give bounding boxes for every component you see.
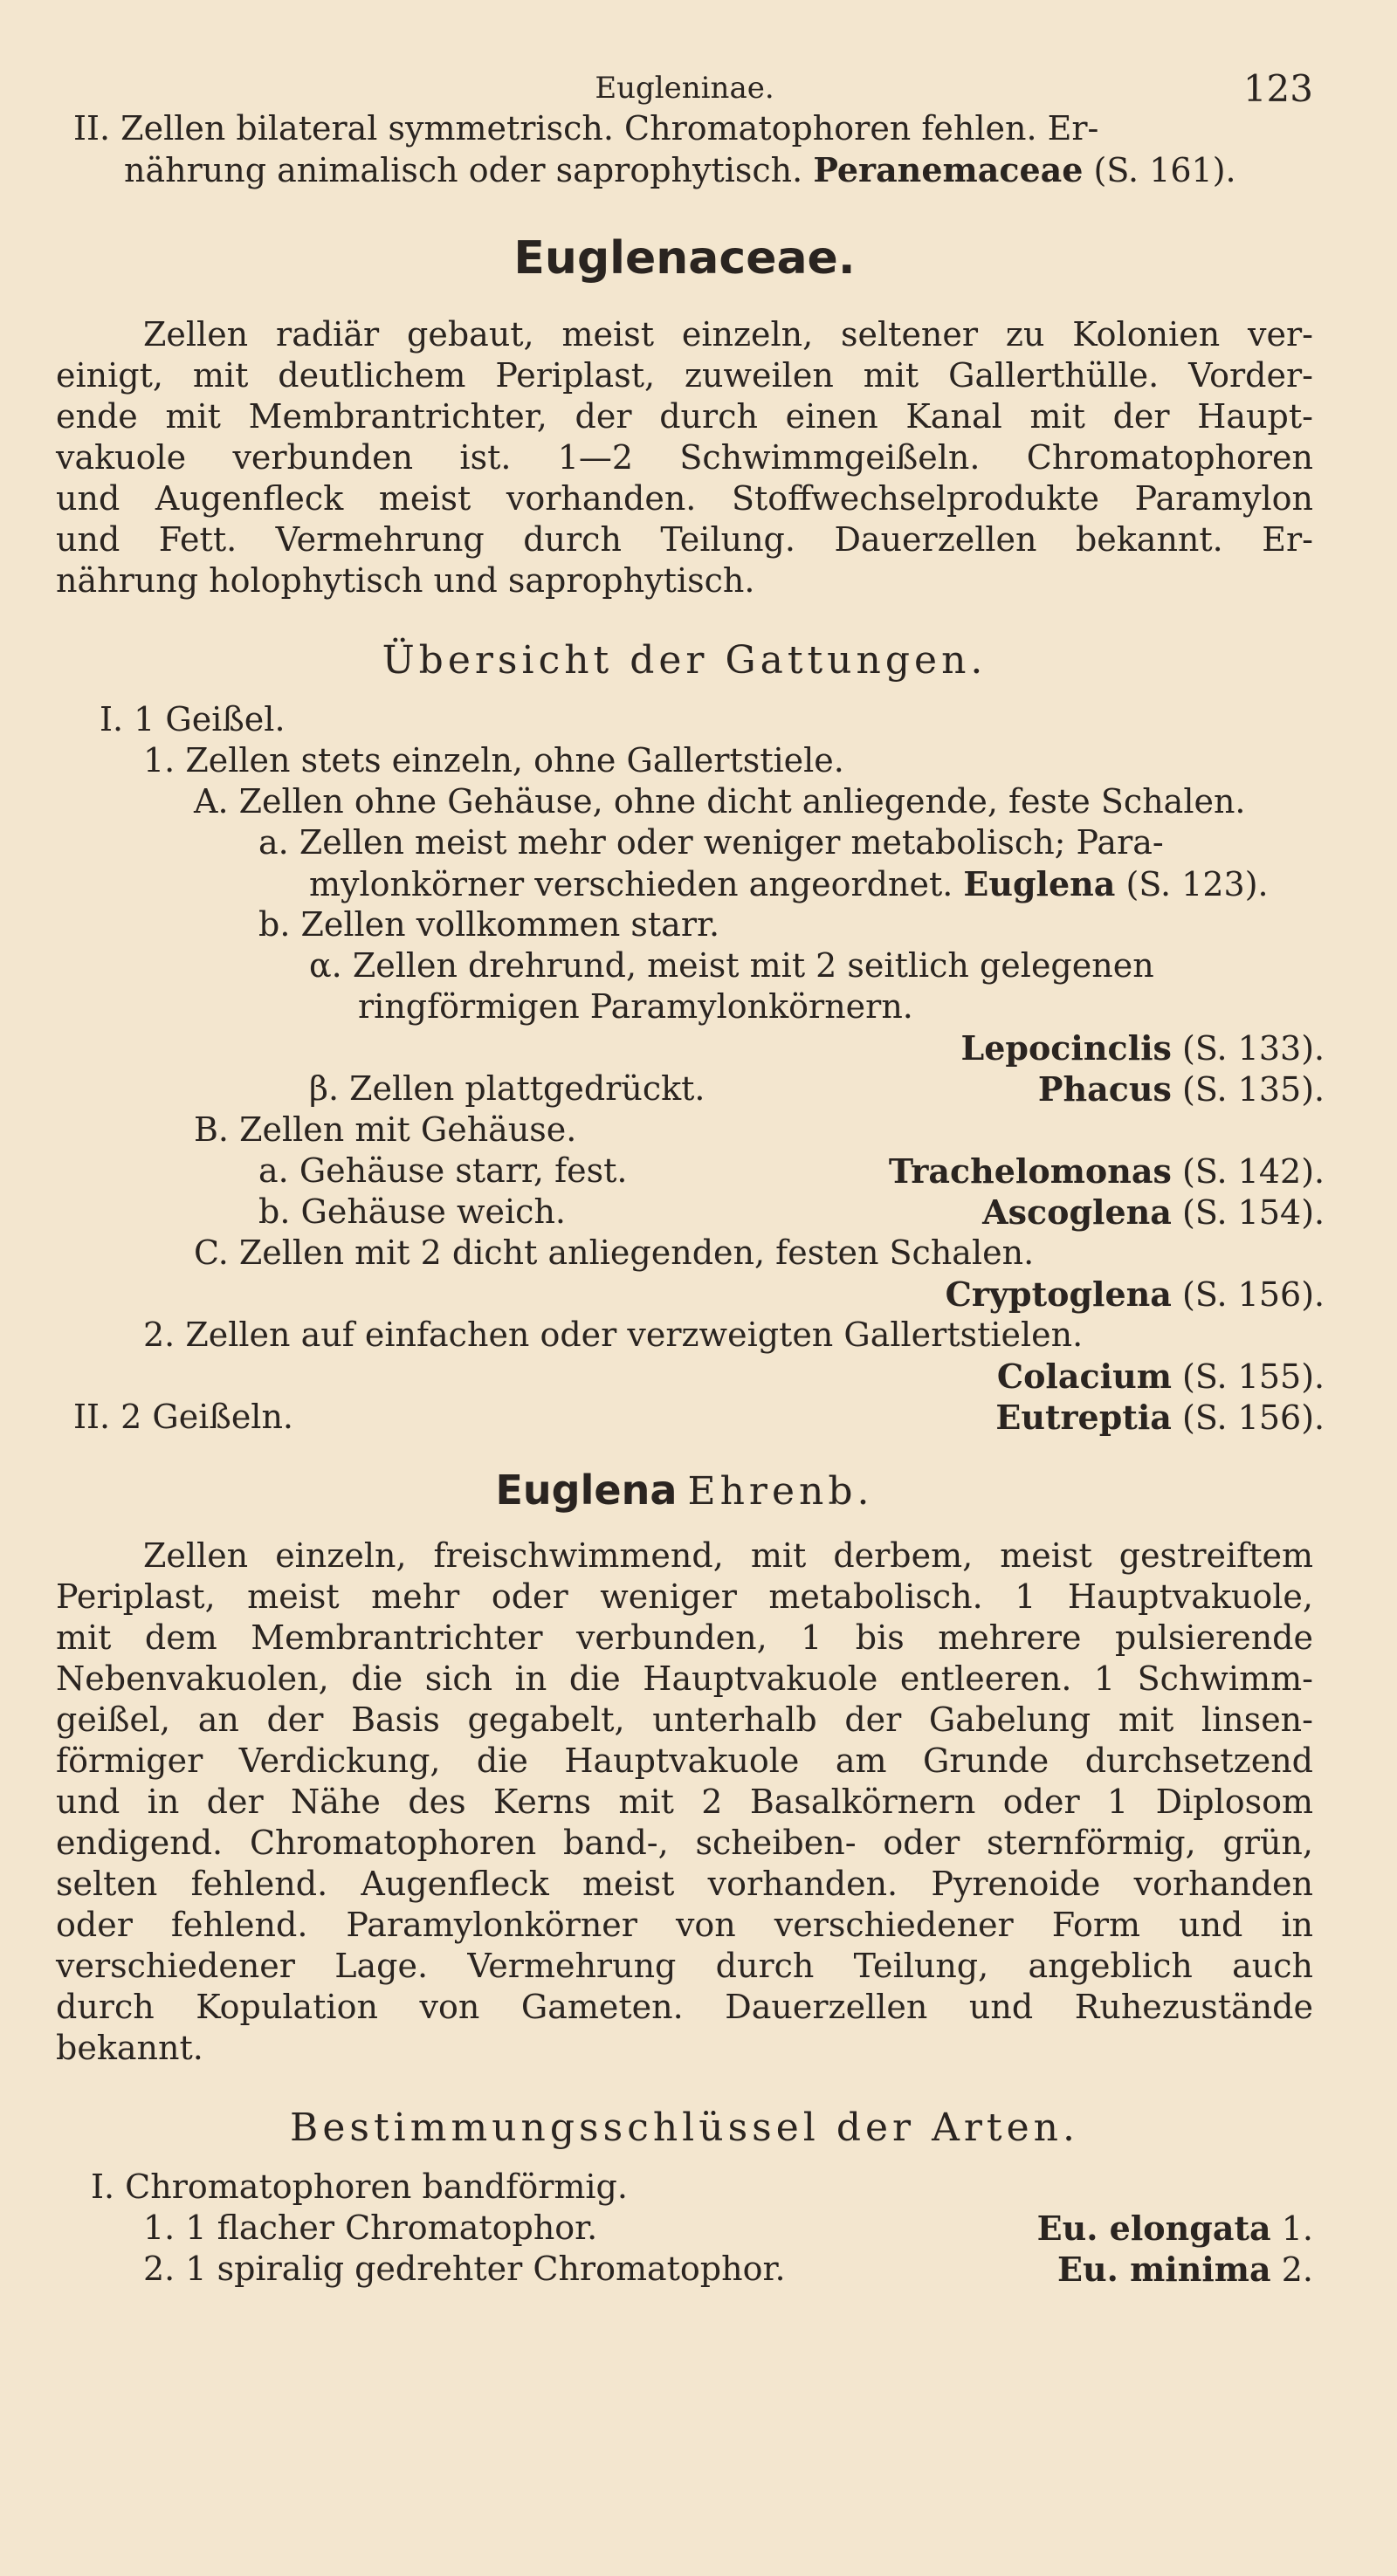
description-line: mit dem Membrantrichter verbunden, 1 bis mehrere pulsierende <box>56 1618 1313 1657</box>
key-row <box>56 2208 1313 2249</box>
genus-heading <box>56 1464 1313 1516</box>
key-text: II. 2 Geißeln. <box>73 1398 294 1436</box>
key-text: b. Gehäuse weich. <box>258 1192 567 1231</box>
species-key-heading: Bestimmungsschlüssel der Arten. <box>290 2105 1079 2150</box>
key-row <box>56 1192 1325 1233</box>
family-description <box>56 314 1313 601</box>
genus-heading-name: Euglena <box>495 1467 678 1514</box>
intro-line-2 <box>56 149 1313 190</box>
running-title: Eugleninae. <box>595 71 774 106</box>
genus-author: Ehrenb. <box>687 1469 874 1514</box>
overview-heading: Übersicht der Gattungen. <box>382 638 988 683</box>
key-row: ringförmigen Paramylonkörnern. <box>358 987 913 1026</box>
key-row: C. Zellen mit 2 dicht anliegenden, festen Schalen. <box>194 1233 1035 1272</box>
description-line: und Fett. Vermehrung durch Teilung. Dauerzellen bekannt. Er- <box>56 520 1313 559</box>
description-line: geißel, an der Basis gegabelt, unterhalb der Gabelung mit linsen- <box>56 1700 1313 1739</box>
key-row: I. Chromatophoren bandförmig. <box>91 2167 628 2206</box>
genus-name: Colacium <box>996 1357 1172 1396</box>
description-line: vakuole verbunden ist. 1—2 Schwimmgeißeln. Chromatophoren <box>56 438 1313 477</box>
description-line: einigt, mit deutlichem Periplast, zuweilen mit Gallerthülle. Vorder- <box>56 356 1313 395</box>
description-line: oder fehlend. Paramylonkörner von verschiedener Form und in <box>56 1906 1313 1944</box>
key-text: 2. 1 spiralig gedrehter Chromatophor. <box>143 2250 786 2288</box>
description-line: selten fehlend. Augenfleck meist vorhanden. Pyrenoide vorhanden <box>56 1865 1313 1903</box>
species-key <box>56 2167 1313 2290</box>
description-line: Zellen radiär gebaut, meist einzeln, seltener zu Kolonien ver- <box>143 315 1313 354</box>
key-row: a. Zellen meist mehr oder weniger metabolisch; Para- <box>258 823 1164 862</box>
species-name: Eu. minima <box>1057 2250 1271 2289</box>
description-line: endigend. Chromatophoren band-, scheiben- oder sternförmig, grün, <box>56 1824 1313 1862</box>
key-row: α. Zellen drehrund, meist mit 2 seitlich gelegenen <box>309 946 1154 985</box>
key-row <box>56 1397 1325 1438</box>
page-reference: (S. 133). <box>1182 1029 1325 1068</box>
description-line: bekannt. <box>56 2029 203 2067</box>
intro-text: II. Zellen bilateral symmetrisch. Chromatophoren fehlen. Er- <box>73 109 1099 148</box>
description-line: Periplast, meist mehr oder weniger metabolisch. 1 Hauptvakuole, <box>56 1577 1313 1616</box>
genus-name: Ascoglena <box>982 1192 1172 1232</box>
genus-name: Phacus <box>1037 1069 1172 1109</box>
genera-key <box>56 699 1325 1438</box>
taxon-name: Peranemaceae <box>813 150 1084 189</box>
species-name: Eu. elongata <box>1036 2208 1271 2248</box>
genus-description <box>56 1535 1313 2069</box>
description-line: und in der Nähe des Kerns mit 2 Basalkörnern oder 1 Diplosom <box>56 1783 1313 1821</box>
genus-name: Eutreptia <box>995 1398 1172 1437</box>
key-text: 1. 1 flacher Chromatophor. <box>143 2208 598 2247</box>
key-row: b. Zellen vollkommen starr. <box>258 905 720 944</box>
genus-name: Euglena <box>963 864 1116 903</box>
key-row: 1. Zellen stets einzeln, ohne Gallertstiele. <box>143 741 844 780</box>
key-row: A. Zellen ohne Gehäuse, ohne dicht anliegende, feste Schalen. <box>194 782 1246 821</box>
key-text: β. Zellen plattgedrückt. <box>309 1069 705 1108</box>
description-line: verschiedener Lage. Vermehrung durch Teilung, angeblich auch <box>56 1947 1313 1985</box>
description-line: Nebenvakuolen, die sich in die Hauptvakuole entleeren. 1 Schwimm- <box>56 1659 1313 1698</box>
page-reference: (S. 154). <box>1182 1193 1325 1232</box>
page-reference: (S. 123). <box>1125 865 1269 903</box>
page-reference: (S. 156). <box>1182 1398 1325 1437</box>
key-row <box>56 1068 1325 1109</box>
key-text: a. Gehäuse starr, fest. <box>258 1151 628 1190</box>
page-reference: (S. 135). <box>1182 1070 1325 1109</box>
key-row <box>56 1151 1325 1192</box>
family-heading: Euglenaceae. <box>513 232 856 285</box>
page-number: 123 <box>1242 67 1313 110</box>
description-line: ende mit Membrantrichter, der durch einen Kanal mit der Haupt- <box>56 397 1313 436</box>
description-line: durch Kopulation von Gameten. Dauerzellen und Ruhezustände <box>56 1988 1313 2026</box>
key-row: I. 1 Geißel. <box>100 700 286 738</box>
genus-name: Lepocinclis <box>960 1028 1172 1068</box>
description-line: nährung holophytisch und saprophytisch. <box>56 561 755 600</box>
page-reference: (S. 142). <box>1182 1152 1325 1191</box>
key-row <box>56 863 1313 904</box>
key-row <box>56 1274 1325 1315</box>
page-reference: (S. 156). <box>1182 1275 1325 1314</box>
intro-text: nährung animalisch oder saprophytisch. <box>124 151 803 189</box>
description-line: förmiger Verdickung, die Hauptvakuole am Grunde durchsetzend <box>56 1741 1313 1780</box>
key-row: 2. Zellen auf einfachen oder verzweigten Gallertstielen. <box>143 1315 1084 1354</box>
description-line: und Augenfleck meist vorhanden. Stoffwechselprodukte Paramylon <box>56 479 1313 518</box>
page <box>56 35 1325 2290</box>
species-number: 2. <box>1281 2250 1313 2289</box>
page-reference: (S. 161). <box>1093 151 1236 189</box>
genus-name: Trachelomonas <box>888 1151 1172 1191</box>
page-reference: (S. 155). <box>1182 1357 1325 1396</box>
key-text: mylonkörner verschieden angeordnet. <box>309 865 953 903</box>
key-row <box>56 1027 1325 1068</box>
running-header <box>56 35 1313 110</box>
description-line: Zellen einzeln, freischwimmend, mit derbem, meist gestreiftem <box>143 1536 1313 1575</box>
species-number: 1. <box>1281 2209 1313 2248</box>
genus-name: Cryptoglena <box>945 1274 1172 1314</box>
key-row: B. Zellen mit Gehäuse. <box>194 1110 577 1149</box>
key-row <box>56 2249 1313 2290</box>
key-row <box>56 1356 1325 1397</box>
intro-line-1 <box>56 108 1313 149</box>
